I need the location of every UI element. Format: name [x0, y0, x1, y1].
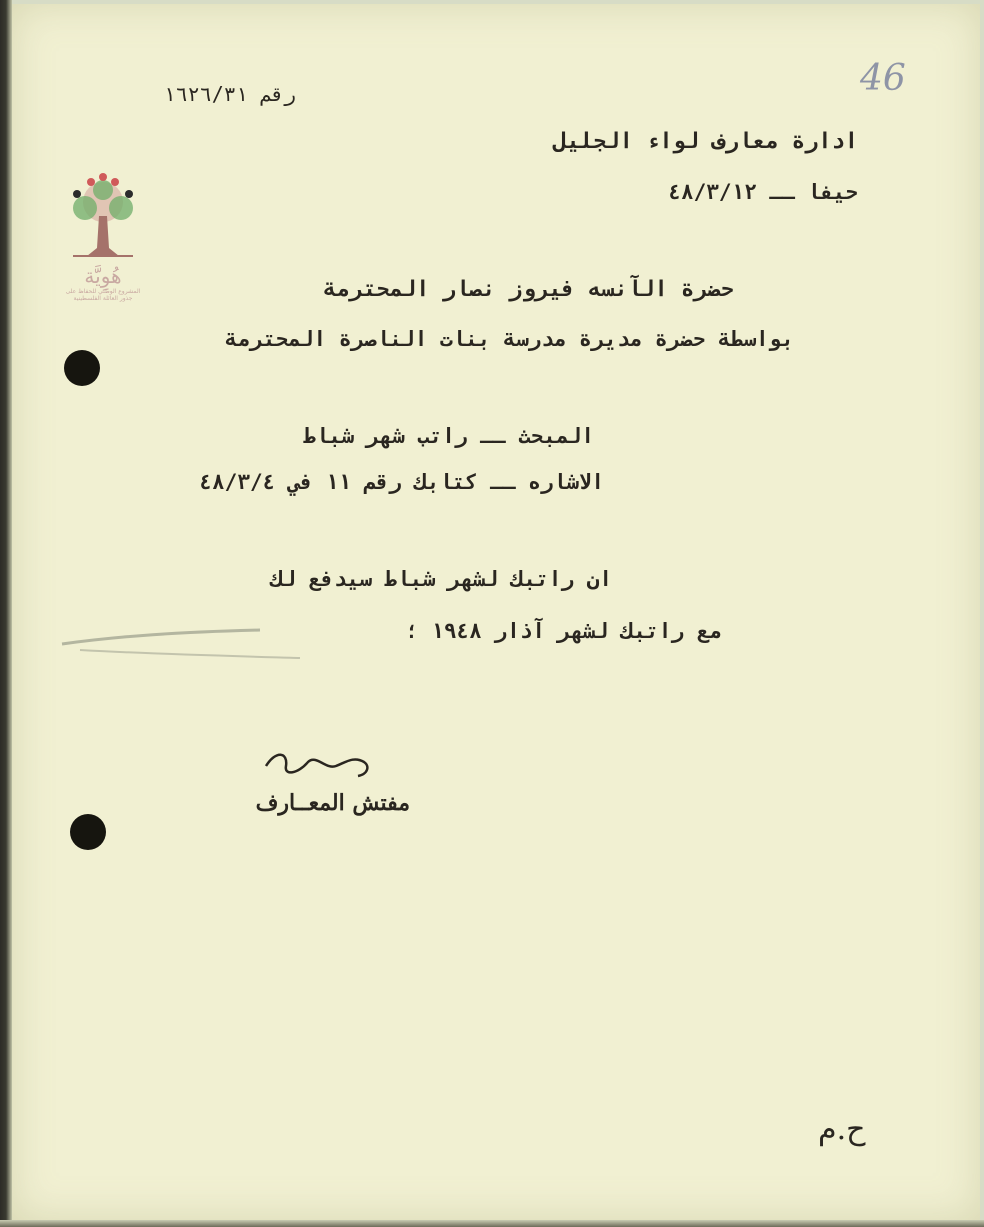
place-date: حيفا ــ ٤٨/٣/١٢ — [668, 180, 858, 204]
stamp-caption-line2: جذور العائلة الفلسطينية — [73, 295, 133, 302]
reference-number: رقم ١٦٢٦/٣١ — [163, 82, 296, 106]
handwritten-signature — [258, 744, 378, 788]
punch-hole-bottom — [70, 814, 106, 850]
stamp-name: هُوِيَّة — [84, 264, 122, 288]
body-line2: مع راتبك لشهر آذار ١٩٤٨ ؛ — [405, 619, 722, 643]
reference-line: الاشاره ــ كتابك رقم ١١ في ٤٨/٣/٤ — [199, 470, 604, 494]
punch-hole-top — [64, 350, 100, 386]
body-line1: ان راتبك لشهر شباط سيدفع لك — [270, 567, 612, 591]
initials: ح.م — [818, 1112, 866, 1147]
signature-title: مفتش المعــارف — [255, 790, 410, 816]
addressee-line1: حضرة الآنسه فيروز نصار المحترمة — [323, 277, 734, 302]
office-name: ادارة معارف لواء الجليل — [553, 129, 858, 154]
scan-bottom-edge — [0, 1220, 984, 1227]
hawiya-stamp — [48, 168, 158, 302]
folio-number: 46 — [860, 58, 906, 99]
scan-left-edge — [0, 0, 12, 1227]
tree-logo-icon — [63, 168, 143, 260]
subject-line: المبحث ــ راتب شهر شباط — [303, 424, 594, 448]
stamp-caption-line1: المشروع الوطني للحفاظ على — [65, 288, 141, 295]
addressee-line2: بواسطة حضرة مديرة مدرسة بنات الناصرة المحترمة — [225, 327, 794, 351]
pencil-stroke — [60, 620, 320, 670]
